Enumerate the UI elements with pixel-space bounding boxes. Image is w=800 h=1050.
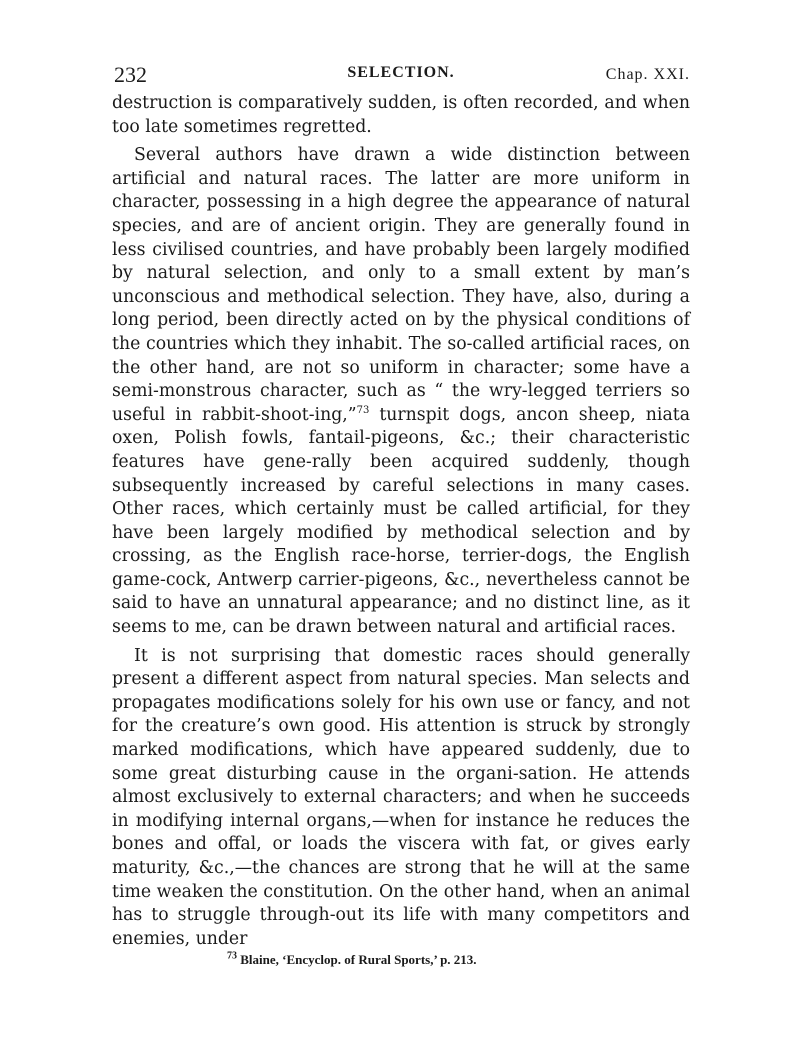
page-header	[112, 58, 690, 92]
paragraph-text: Several authors have drawn a wide distinction between artificial and natural races. The latter are more uniform in character, possessing in a high degree the appearance of natural species, and are of ancient origin. They are generally found in less civilised countries, and have probably been largely modified by natural selection, and only to a small extent by man’s unconscious and methodical selection. They have, also, during a long period, been directly acted on by the physical conditions of the countries which they inhabit. The so-called artificial races, on the other hand, are not so uniform in character; some have a semi-monstrous character, such as “ the wry-legged terriers so useful in rabbit-shoot-ing,”	[112, 145, 690, 425]
footnote-reference: 73	[356, 404, 370, 416]
body-text	[112, 92, 690, 951]
chapter-label: Chap. XXI.	[605, 66, 690, 83]
footnote	[112, 952, 690, 968]
footnote-text: Blaine, ‘Encyclop. of Rural Sports,’ p. 213.	[237, 952, 477, 968]
paragraph-text: destruction is comparatively sudden, is often recorded, and when too late sometimes regretted.	[112, 93, 690, 137]
paragraph-domestic-races	[112, 645, 690, 952]
running-head: SELECTION.	[347, 64, 455, 81]
paragraph-text: It is not surprising that domestic races should generally present a different aspect from natural species. Man selects and propagates modifications solely for his own use or fancy, and not for the creature’s own good. His attention is struck by strongly marked modifications, which have appeared suddenly, due to some great disturbing cause in the organi-sation. He attends almost exclusively to external characters; and when he succeeds in modifying internal organs,—when for instance he reduces the bones and offal, or loads the viscera with fat, or gives early maturity, &c.,—the chances are strong that he will at the same time weaken the constitution. On the other hand, when an animal has to struggle through-out its life with many competitors and enemies, under	[112, 645, 690, 949]
paragraph-text-continued: turnspit dogs, ancon sheep, niata oxen, Polish fowls, fantail-pigeons, &c.; their characteristic features have gene-rally been acquired suddenly, though subsequently increased by careful selections in many cases. Other races, which certainly must be called artificial, for they have been largely modified by methodical selection and by crossing, as the English race-horse, terrier-dogs, the English game-cock, Antwerp carrier-pigeons, &c., nevertheless cannot be said to have an unnatural appearance; and no distinct line, as it seems to me, can be drawn between natural and artificial races.	[112, 404, 690, 638]
footnote-marker: 73	[227, 951, 237, 963]
page-number: 232	[114, 62, 147, 87]
paragraph-continuation	[112, 92, 690, 139]
book-page	[112, 58, 690, 968]
paragraph-races	[112, 144, 690, 639]
